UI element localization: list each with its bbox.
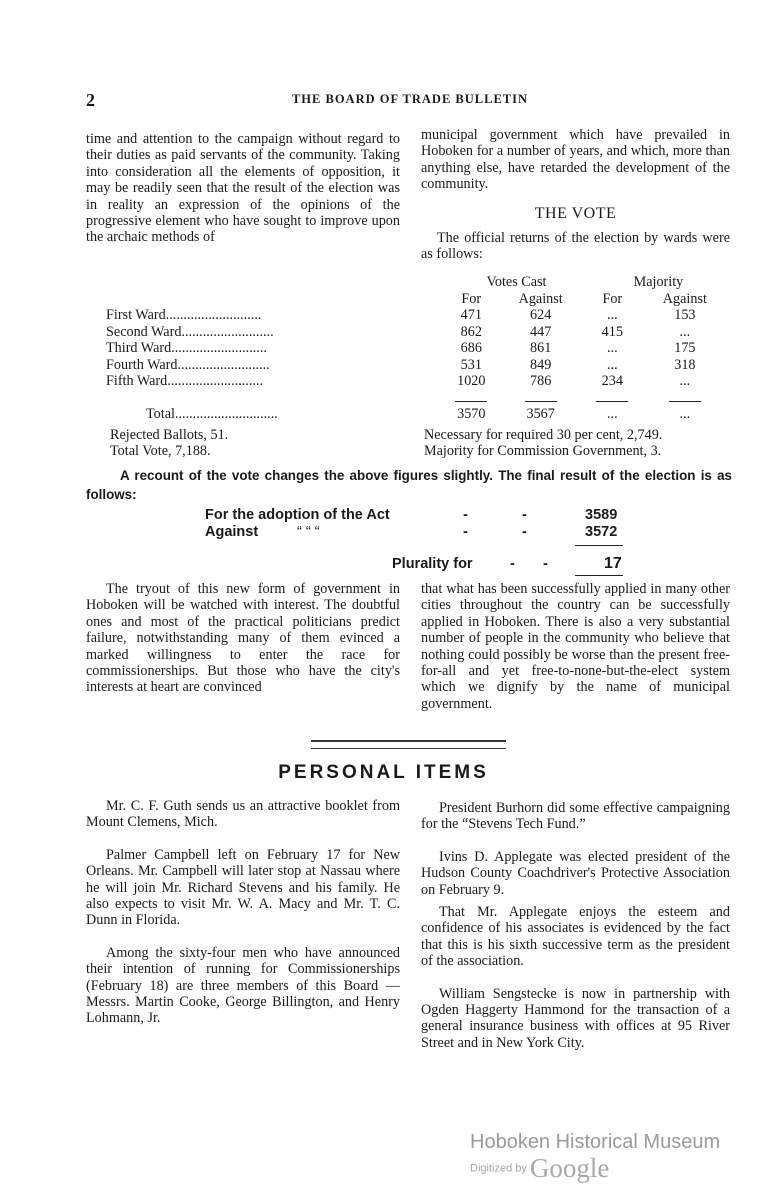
vote-intro [421, 230, 730, 263]
cell: 3570 [457, 406, 486, 422]
dash: - [522, 524, 527, 540]
vote-heading: THE VOTE [534, 205, 617, 222]
total-rule [669, 401, 701, 402]
header-votes-cast: Votes Cast [486, 274, 547, 290]
article-right-bottom [421, 581, 730, 712]
running-title: THE BOARD OF TRADE BULLETIN [291, 92, 529, 106]
section-divider [311, 740, 506, 749]
final-for-label: For the adoption of the Act [205, 507, 390, 523]
personal-item: Mr. C. F. Guth sends us an attractive booklet from Mount Clemens, Mich. [86, 798, 400, 831]
museum-watermark: Hoboken Historical Museum [470, 1131, 721, 1153]
cell: 849 [530, 356, 552, 373]
personal-item: President Burhorn did some effective campaigning for the “Stevens Tech Fund.” [421, 800, 730, 833]
header-for: For [602, 290, 623, 307]
personal-item: William Sengstecke is now in partnership with Ogden Haggerty Hammond for the transaction of a general insurance business with offices at 95 River Street and in New York City. [421, 985, 730, 1051]
paragraph: The official returns of the election by wards were as follows: [421, 230, 730, 263]
cell: ... [606, 356, 618, 373]
cell: 471 [460, 307, 482, 323]
cell: 175 [674, 340, 696, 356]
personal-item: That Mr. Applegate enjoys the esteem and confidence of his associates is evidenced by the fact that this is his sixth successive term as the president of the association. [421, 904, 730, 970]
cell: 1020 [457, 373, 486, 389]
recount-paragraph [86, 466, 732, 504]
article-right-top [421, 127, 730, 193]
header-for: For [461, 290, 482, 307]
sum-rule [575, 575, 623, 576]
recount-text: A recount of the vote changes the above figures slightly. The final result of the election is as follows: [86, 468, 732, 502]
table-row [106, 357, 731, 374]
personal-item: Ivins D. Applegate was elected president of the Hudson County Coachdriver's Protective Association on February 9. [421, 848, 730, 898]
cell: 234 [601, 373, 623, 389]
necessary-note: Necessary for required 30 per cent, 2,749. [424, 427, 663, 443]
cell: 415 [601, 323, 623, 340]
cell: 531 [460, 356, 482, 373]
table-total-row [106, 406, 731, 423]
personal-item: Palmer Campbell left on February 17 for New Orleans. Mr. Campbell will later stop at Nassau where he will join Mr. Richard Stevens and his family. He also expects to visit Mr. W. A. Macy and Mr. T. C. Dunn in Florida. [86, 846, 400, 929]
cell: ... [606, 340, 618, 356]
paragraph: The tryout of this new form of government in Hoboken will be watched with interest. The doubtful ones and most of the practical politicians predict failure, notwithstanding many of them evinced a marked willingness to enter the race for commissionerships. But those who have the city's interests at heart are convinced [86, 581, 400, 696]
section-title: PERSONAL ITEMS [278, 762, 489, 783]
cell: 624 [530, 307, 552, 323]
cell: 861 [530, 340, 552, 356]
ward-label: Fifth Ward........................... [106, 373, 264, 389]
vote-table [106, 274, 731, 423]
cell: ... [606, 406, 618, 422]
article-left-top [86, 131, 400, 246]
header-majority: Majority [633, 274, 684, 290]
table-row [106, 307, 731, 324]
page-number: 2 [86, 90, 95, 110]
cell: ... [679, 406, 691, 422]
digitized-by-mark [470, 1153, 609, 1184]
final-for-value: 3589 [585, 507, 618, 523]
dash: - [510, 556, 515, 572]
table-row [106, 340, 731, 357]
digitized-by-text: Digitized by [470, 1162, 527, 1175]
paragraph: that what has been successfully applied in many other cities throughout the country can be successfully applied in Hoboken. There is also a very substantial number of people in the community who believe that nothing could possibly be worse than the present free-for-all and yet free-to-none-but-the-elect system which we dignify by the name of municipal government. [421, 581, 730, 712]
final-against-label: Against [205, 524, 259, 540]
google-logo: Google [529, 1153, 610, 1183]
cell: 318 [674, 356, 696, 373]
total-rule [455, 401, 487, 402]
dash: - [543, 556, 548, 572]
cell: 3567 [526, 406, 555, 422]
dash: - [463, 524, 468, 540]
plurality-label: Plurality for [392, 556, 473, 572]
plurality-value: 17 [604, 555, 622, 572]
cell: 447 [530, 323, 552, 340]
table-group-header [106, 274, 731, 291]
table-sub-header [106, 291, 731, 308]
cell: 862 [460, 323, 482, 340]
cell: ... [679, 373, 691, 389]
total-label: Total............................. [146, 406, 278, 422]
ward-label: Third Ward........................... [106, 340, 267, 356]
majority-note: Majority for Commission Government, 3. [424, 443, 662, 459]
rejected-ballots: Rejected Ballots, 51. [110, 427, 229, 443]
table-rule-row [106, 390, 731, 407]
cell: 786 [530, 373, 552, 389]
personal-item: Among the sixty-four men who have announced their intention of running for Commissionerships (February 18) are three members of this Board — Messrs. Martin Cooke, George Billington, and Henry Lohmann, Jr. [86, 944, 400, 1027]
ward-label: Second Ward.......................... [106, 323, 274, 340]
header-against: Against [662, 290, 707, 307]
cell: ... [606, 307, 618, 323]
dash: - [522, 507, 527, 523]
ward-label: First Ward........................... [106, 307, 262, 323]
ward-label: Fourth Ward.......................... [106, 356, 270, 373]
personal-left-column [86, 798, 400, 1027]
article-left-bottom [86, 581, 400, 696]
personal-right-column [421, 800, 730, 1051]
total-rule [525, 401, 557, 402]
total-vote: Total Vote, 7,188. [110, 443, 211, 459]
paragraph: time and attention to the campaign without regard to their duties as paid servants of the community. Taking into consideration all the elements of opposition, it may be readily seen that the result of the election was in reality an expression of the opinions of the progressive element who have sought to improve upon the archaic methods of [86, 131, 400, 246]
table-row [106, 373, 731, 390]
total-rule [596, 401, 628, 402]
cell: ... [679, 323, 691, 340]
dash: - [463, 507, 468, 523]
header-against: Against [518, 290, 563, 307]
cell: 153 [674, 307, 696, 323]
cell: 686 [460, 340, 482, 356]
final-against-value: 3572 [585, 524, 618, 540]
sum-rule [575, 545, 623, 546]
paragraph: municipal government which have prevailed in Hoboken for a number of years, and which, more than anything else, have retarded the development of the community. [421, 127, 730, 193]
table-row [106, 324, 731, 341]
ditto-marks: “ “ “ [297, 524, 320, 540]
